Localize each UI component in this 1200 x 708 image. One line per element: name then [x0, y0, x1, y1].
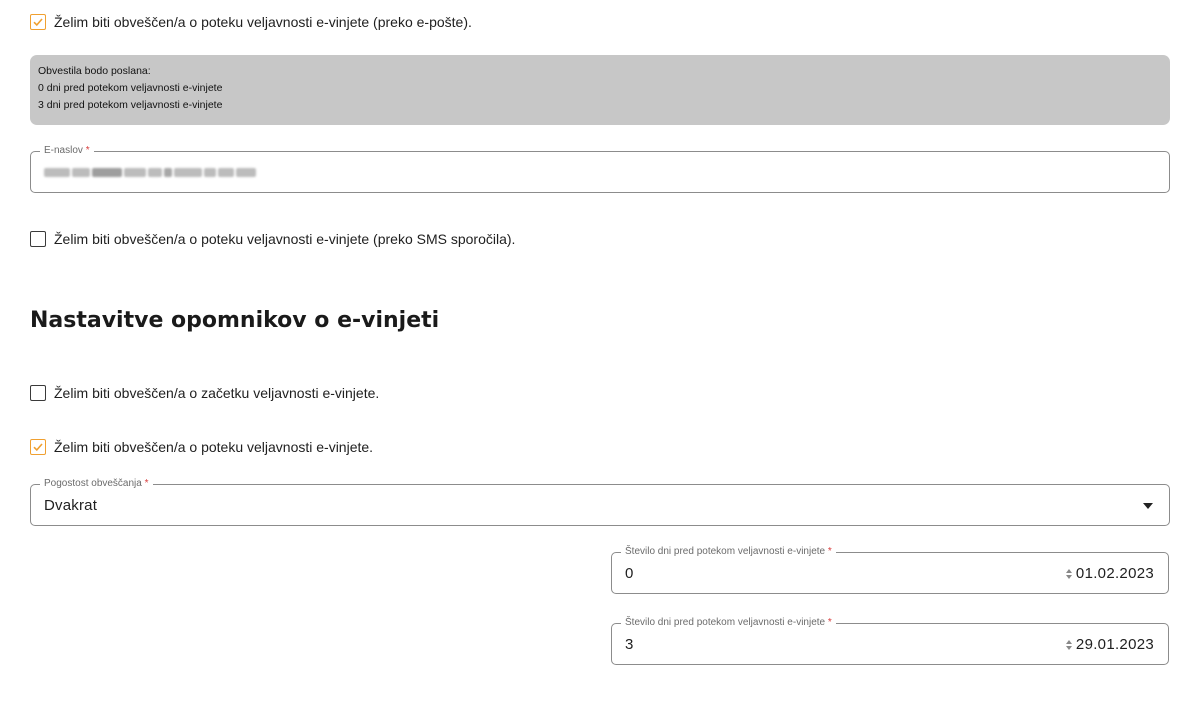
checkmark-icon: [32, 16, 44, 28]
expiry-notify-row: [30, 437, 373, 457]
spinner-arrows-icon[interactable]: [1066, 569, 1073, 579]
expiry-notify-checkbox[interactable]: [30, 439, 46, 455]
start-notify-label: Želim biti obveščen/a o začetku veljavnosti e-vinjete.: [54, 385, 380, 401]
frequency-select-value: Dvakrat: [44, 497, 98, 514]
notification-schedule-box: [30, 55, 1170, 125]
days-field-value: 0: [625, 565, 634, 582]
notice-heading: Obvestila bodo poslana:: [38, 65, 151, 77]
days-field-value: 3: [625, 636, 634, 653]
days-before-expiry-field-2[interactable]: [611, 617, 1169, 665]
email-notify-row: [30, 12, 472, 32]
sms-notify-row: [30, 229, 515, 249]
days-field-label: Število dni pred potekom veljavnosti e-vinjete *: [621, 546, 836, 558]
sms-notify-label: Želim biti obveščen/a o poteku veljavnosti e-vinjete (preko SMS sporočila).: [54, 231, 516, 247]
spinner-arrows-icon[interactable]: [1066, 640, 1073, 650]
checkmark-icon: [32, 441, 44, 453]
computed-date: 29.01.2023: [1075, 636, 1154, 653]
days-field-date-group: [1066, 636, 1154, 653]
sms-notify-checkbox[interactable]: [30, 231, 46, 247]
expiry-notify-label: Želim biti obveščen/a o poteku veljavnosti e-vinjete.: [54, 439, 374, 455]
reminders-section-title: Nastavitve opomnikov o e-vinjeti: [30, 308, 440, 333]
computed-date: 01.02.2023: [1075, 565, 1154, 582]
notice-line: 3 dni pred potekom veljavnosti e-vinjete: [38, 99, 223, 111]
email-field-label: E-naslov *: [40, 145, 94, 157]
caret-down-icon[interactable]: [1143, 503, 1153, 509]
days-before-expiry-field-1[interactable]: [611, 546, 1169, 594]
days-field-label: Število dni pred potekom veljavnosti e-vinjete *: [621, 617, 836, 629]
email-notify-checkbox[interactable]: [30, 14, 46, 30]
email-notify-label: Želim biti obveščen/a o poteku veljavnosti e-vinjete (preko e-pošte).: [54, 14, 472, 30]
frequency-select[interactable]: [30, 478, 1170, 526]
days-field-date-group: [1066, 565, 1154, 582]
notice-line: 0 dni pred potekom veljavnosti e-vinjete: [38, 82, 223, 94]
frequency-select-label: Pogostost obveščanja *: [40, 478, 153, 490]
email-field-redacted-value: [44, 168, 256, 177]
start-notify-row: [30, 383, 379, 403]
start-notify-checkbox[interactable]: [30, 385, 46, 401]
email-field[interactable]: [30, 145, 1170, 193]
